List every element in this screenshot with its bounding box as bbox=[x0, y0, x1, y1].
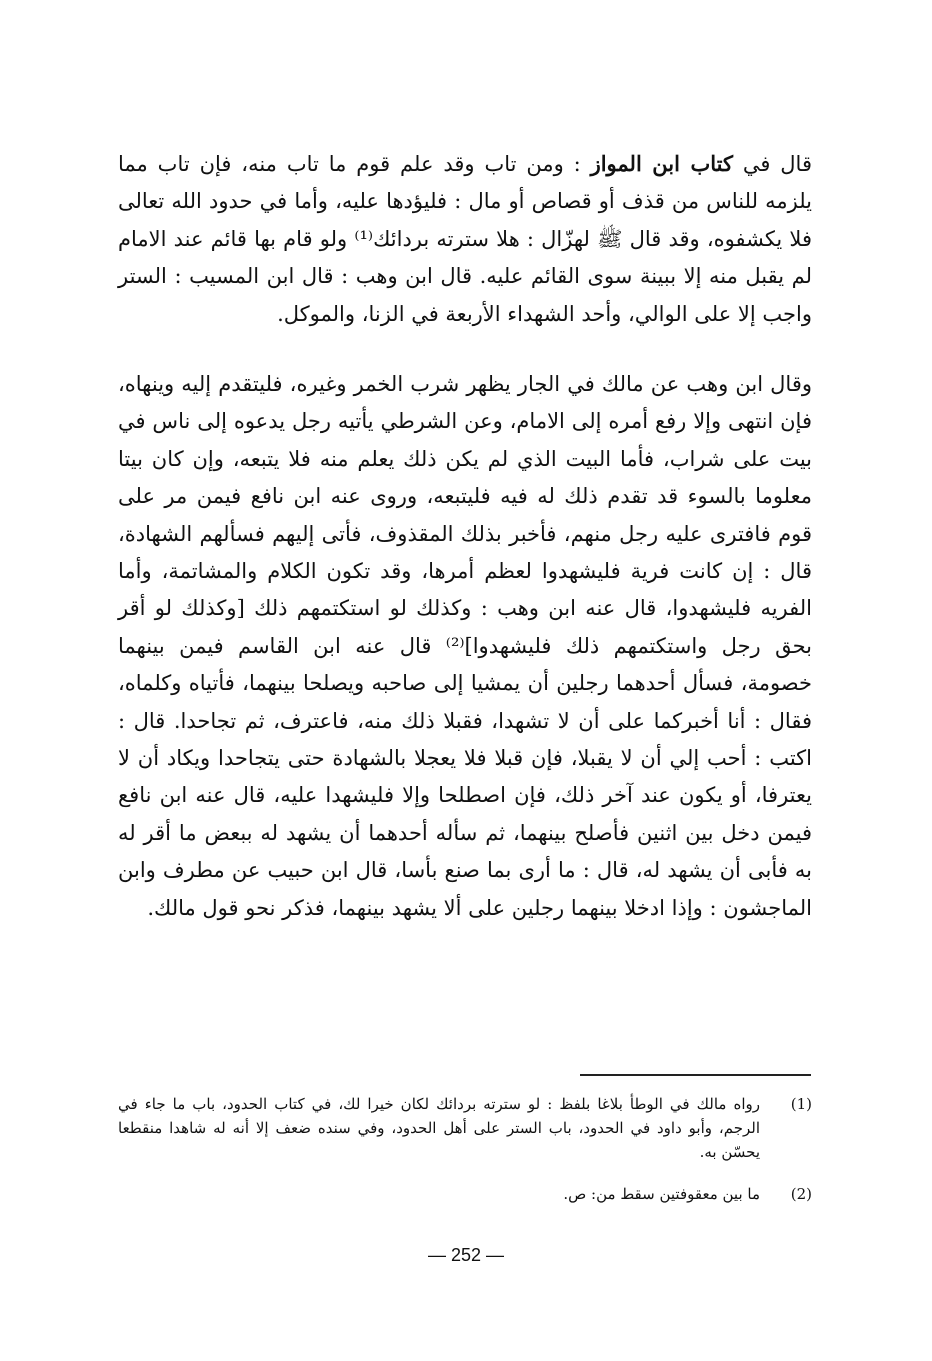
footnote-number: (2) bbox=[790, 1185, 812, 1203]
paragraph-1-prefix: قال في bbox=[732, 152, 812, 176]
paragraph-1-text: : ومن تاب وقد علم قوم ما تاب منه، فإن تاب مما يلزمه للناس من قذف أو قصاص أو مال : فليؤدها عليه، وأما في حدود الله تعالى فلا يكشفوه، وقد قال ﷺ لهزّال : هلا سترته بردائك⁽¹⁾ ولو قام بها قائم عند الامام لم يقبل منه إلا ببينة سوى القائم عليه. قال ابن وهب : قال ابن المسيب : الستر واجب إلا على الوالي، وأحد الشهداء الأربعة في الزنا، والموكل. bbox=[118, 152, 812, 326]
paragraph-1 bbox=[118, 145, 812, 333]
footnote-separator bbox=[580, 1074, 811, 1076]
paragraph-2: وقال ابن وهب عن مالك في الجار يظهر شرب الخمر وغيره، فليتقدم إليه وينهاه، فإن انتهى وإلا رفع أمره إلى الامام، وعن الشرطي يأتيه رجل يدعوه إلى ناس في بيت على شراب، فأما البيت الذي لم يكن ذلك يعلم منه فلا يتبعه، وإن كان بيتا معلوما بالسوء قد تقدم ذلك له فيه فليتبعه، وروى عنه ابن نافع فيمن مر على قوم فافترى عليه رجل منهم، فأخبر بذلك المقذوف، فأتى إليهم فسألهم الشهادة، قال : إن كانت فرية فليشهدوا لعظم أمرها، وقد تكون الكلام والمشاتمة، وأما الفريه فليشهدوا، قال عنه ابن وهب : وكذلك لو استكتمهم ذلك [وكذلك لو أقر بحق رجل واستكتمهم ذلك فليشهدوا]⁽²⁾ قال عنه ابن القاسم فيمن بينهما خصومة، فسأل أحدهما رجلين أن يمشيا إلى صاحبه ويصلحا بينهما، فأتياه وكلماه، فقال : أنا أخبركما على أن لا تشهدا، فقبلا ذلك منه، فاعترف، ثم تجاحدا. قال : اكتب : أحب إلي أن لا يقبلا، فإن قبلا فلا يعجلا بالشهادة حتى يتجاحدا ويكاد أن لا يعترفا، أو يكون عند آخر ذلك، فإن اصطلحا وإلا فليشهدا عليه، قال عنه ابن نافع فيمن دخل بين اثنين فأصلح بينهما، ثم سأله أحدهما أن يشهد له ببعض ما أقر له به فأبى أن يشهد له، قال : ما أرى بما صنع بأسا، قال ابن حبيب عن مطرف وابن الماجشون : وإذا ادخلا بينهما رجلين على ألا يشهد بينهما، فذكر نحو قول مالك. bbox=[118, 372, 812, 920]
footnote-text: رواه مالك في الوطأ بلاغا بلفظ : لو سترته بردائك لكان خيرا لك، في كتاب الحدود، باب ما جاء في الرجم، وأبو داود في الحدود، باب الستر على أهل الحدود، وفي سنده ضعف إلا أنه له شاهدا منقطعا يحسّن به. bbox=[118, 1095, 760, 1161]
book-reference: كتاب ابن المواز bbox=[590, 151, 733, 176]
footnote-1 bbox=[118, 1092, 812, 1164]
page-number: — 252 — bbox=[427, 1245, 505, 1265]
footnote-2 bbox=[118, 1182, 812, 1206]
footnote-text: ما بين معقوفتين سقط من: ص. bbox=[563, 1185, 760, 1203]
footnote-number: (1) bbox=[790, 1095, 812, 1113]
